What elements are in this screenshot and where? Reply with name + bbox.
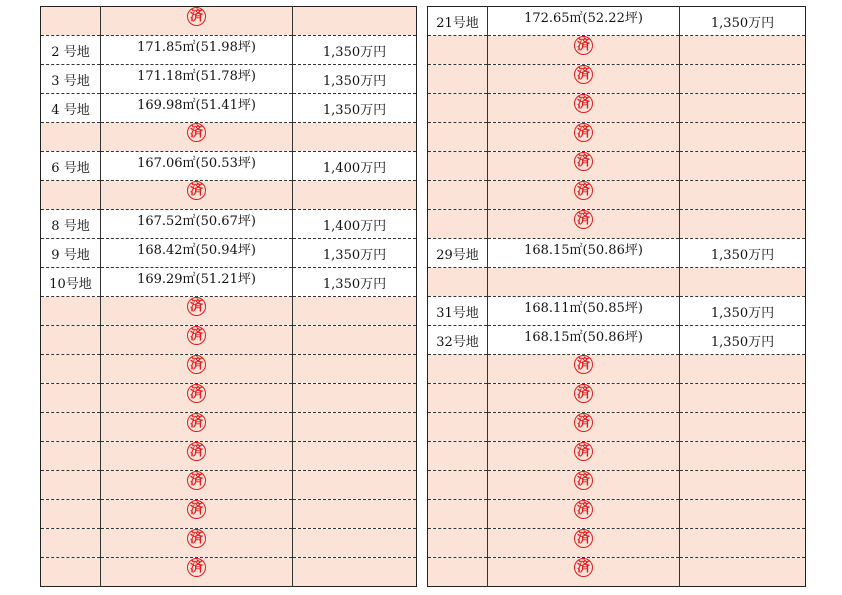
lot-price <box>680 65 806 94</box>
lot-price: 1,350万円 <box>293 65 417 94</box>
lot-price <box>293 471 417 500</box>
lot-area <box>101 355 293 384</box>
lot-area <box>101 297 293 326</box>
lot-price: 1,350万円 <box>293 268 417 297</box>
lot-row <box>428 36 806 65</box>
lot-area <box>488 326 680 355</box>
lot-price: 1,400万円 <box>293 210 417 239</box>
lot-number: 3 号地 <box>41 65 101 94</box>
lot-price <box>293 181 417 210</box>
lot-number: 32号地 <box>428 326 488 355</box>
lot-number <box>41 384 101 413</box>
lot-number <box>428 413 488 442</box>
lot-area <box>488 94 680 123</box>
lot-area <box>101 239 293 268</box>
lot-price <box>680 210 806 239</box>
lot-number: 31号地 <box>428 297 488 326</box>
lot-price: 1,350万円 <box>680 326 806 355</box>
lot-price <box>680 558 806 587</box>
lot-price <box>293 326 417 355</box>
lot-price <box>680 500 806 529</box>
lot-table-right <box>427 6 806 587</box>
lot-area <box>488 123 680 152</box>
lot-number <box>41 471 101 500</box>
sold-stamp-icon: 済 <box>187 326 206 345</box>
lot-row <box>428 94 806 123</box>
lot-row <box>428 7 806 36</box>
sold-stamp-icon: 済 <box>574 442 593 461</box>
lot-area <box>101 471 293 500</box>
lot-area <box>488 355 680 384</box>
lot-row <box>41 413 417 442</box>
sold-stamp-icon: 済 <box>574 500 593 519</box>
lot-area-text: 172.65㎡(52.22坪) <box>524 10 643 26</box>
lot-row <box>41 471 417 500</box>
lot-area <box>101 7 293 36</box>
lot-area <box>488 297 680 326</box>
lot-number <box>41 558 101 587</box>
lot-number <box>428 36 488 65</box>
lot-row <box>41 529 417 558</box>
sold-stamp-icon: 済 <box>574 558 593 577</box>
sold-stamp-icon: 済 <box>187 529 206 548</box>
lot-area-text: 168.42㎡(50.94坪) <box>137 242 256 258</box>
lot-price: 1,350万円 <box>680 297 806 326</box>
lot-row <box>428 529 806 558</box>
sold-stamp-icon: 済 <box>187 355 206 374</box>
lot-number <box>41 442 101 471</box>
sold-stamp-icon: 済 <box>574 123 593 142</box>
lot-row <box>41 36 417 65</box>
lot-area-text: 167.06㎡(50.53坪) <box>137 155 256 171</box>
sold-stamp-icon: 済 <box>574 36 593 55</box>
lot-price <box>293 500 417 529</box>
lot-number: 4 号地 <box>41 94 101 123</box>
lot-number <box>428 181 488 210</box>
sold-stamp-icon: 済 <box>187 7 206 26</box>
sold-stamp-icon: 済 <box>574 413 593 432</box>
sold-stamp-icon: 済 <box>574 384 593 403</box>
lot-area <box>488 268 680 297</box>
lot-price <box>680 123 806 152</box>
lot-price <box>680 384 806 413</box>
lot-number <box>428 355 488 384</box>
lot-area <box>488 152 680 181</box>
lot-row <box>41 94 417 123</box>
lot-area <box>488 529 680 558</box>
lot-number <box>428 65 488 94</box>
lot-number: 29号地 <box>428 239 488 268</box>
lot-row <box>41 558 417 587</box>
lot-number <box>41 326 101 355</box>
lot-row <box>428 268 806 297</box>
lot-area-text: 168.15㎡(50.86坪) <box>524 242 643 258</box>
lot-row <box>41 297 417 326</box>
lot-price <box>680 94 806 123</box>
lot-number <box>428 123 488 152</box>
lot-area <box>101 123 293 152</box>
lot-area-text: 171.18㎡(51.78坪) <box>137 68 256 84</box>
lot-number <box>41 500 101 529</box>
lot-row <box>428 326 806 355</box>
lot-number <box>428 500 488 529</box>
lot-row <box>41 123 417 152</box>
lot-row <box>41 500 417 529</box>
lot-number: 6 号地 <box>41 152 101 181</box>
sold-stamp-icon: 済 <box>574 152 593 171</box>
sold-stamp-icon: 済 <box>187 123 206 142</box>
lot-price <box>680 152 806 181</box>
lot-price <box>293 558 417 587</box>
lot-area-text: 167.52㎡(50.67坪) <box>137 213 256 229</box>
lot-row <box>428 558 806 587</box>
lot-number <box>428 442 488 471</box>
lot-price <box>680 471 806 500</box>
lot-row <box>41 268 417 297</box>
lot-row <box>41 181 417 210</box>
lot-number <box>428 210 488 239</box>
lot-price <box>680 181 806 210</box>
lot-area <box>101 384 293 413</box>
lot-number <box>428 529 488 558</box>
lot-area <box>488 65 680 94</box>
lot-number: 2 号地 <box>41 36 101 65</box>
lot-price <box>293 384 417 413</box>
lot-price <box>293 529 417 558</box>
lot-row <box>428 471 806 500</box>
sold-stamp-icon: 済 <box>574 94 593 113</box>
lot-area <box>488 471 680 500</box>
sold-stamp-icon: 済 <box>187 297 206 316</box>
lot-row <box>41 65 417 94</box>
lot-area <box>488 36 680 65</box>
lot-area <box>488 384 680 413</box>
sold-stamp-icon: 済 <box>187 413 206 432</box>
lot-number <box>41 7 101 36</box>
lot-area <box>488 181 680 210</box>
lot-number: 8 号地 <box>41 210 101 239</box>
lot-row <box>428 181 806 210</box>
lot-row <box>428 239 806 268</box>
sold-stamp-icon: 済 <box>574 471 593 490</box>
lot-number <box>428 558 488 587</box>
lot-row <box>41 355 417 384</box>
lot-price: 1,350万円 <box>680 239 806 268</box>
lot-area-text: 168.15㎡(50.86坪) <box>524 329 643 345</box>
lot-price <box>293 442 417 471</box>
lot-area-text: 168.11㎡(50.85坪) <box>524 300 643 316</box>
lot-row <box>428 297 806 326</box>
lot-area <box>101 65 293 94</box>
lot-price <box>680 442 806 471</box>
lot-number <box>41 181 101 210</box>
sold-stamp-icon: 済 <box>187 442 206 461</box>
lot-price <box>293 7 417 36</box>
lot-number <box>428 152 488 181</box>
lot-row <box>428 442 806 471</box>
lot-number <box>41 529 101 558</box>
sold-stamp-icon: 済 <box>187 384 206 403</box>
lot-price <box>680 36 806 65</box>
lot-area-text: 169.29㎡(51.21坪) <box>137 271 256 287</box>
lot-row <box>428 355 806 384</box>
lot-row <box>41 152 417 181</box>
lot-area <box>488 500 680 529</box>
lot-number <box>428 471 488 500</box>
lot-row <box>41 239 417 268</box>
lot-price <box>293 297 417 326</box>
sold-stamp-icon: 済 <box>187 181 206 200</box>
sold-stamp-icon: 済 <box>574 355 593 374</box>
sold-stamp-icon: 済 <box>574 65 593 84</box>
lot-price <box>680 529 806 558</box>
lot-number: 21号地 <box>428 7 488 36</box>
lot-area-text: 169.98㎡(51.41坪) <box>137 97 256 113</box>
sold-stamp-icon: 済 <box>187 500 206 519</box>
lot-number <box>41 413 101 442</box>
lot-area <box>488 7 680 36</box>
lot-area <box>488 239 680 268</box>
lot-area <box>101 210 293 239</box>
lot-row <box>41 384 417 413</box>
sold-stamp-icon: 済 <box>574 529 593 548</box>
lot-price: 1,350万円 <box>680 7 806 36</box>
lot-area <box>101 529 293 558</box>
lot-row <box>428 500 806 529</box>
sold-stamp-icon: 済 <box>187 471 206 490</box>
lot-price <box>680 355 806 384</box>
lot-row <box>428 152 806 181</box>
lot-table-left <box>40 6 417 587</box>
lot-row <box>41 442 417 471</box>
sold-stamp-icon: 済 <box>574 210 593 229</box>
lot-number: 9 号地 <box>41 239 101 268</box>
lot-price: 1,350万円 <box>293 94 417 123</box>
lot-area <box>488 558 680 587</box>
lot-price <box>293 413 417 442</box>
lot-number <box>428 94 488 123</box>
lot-area <box>101 94 293 123</box>
lot-number <box>428 268 488 297</box>
lot-price <box>680 268 806 297</box>
lot-area <box>101 268 293 297</box>
lot-area <box>101 36 293 65</box>
lot-area-text: 171.85㎡(51.98坪) <box>137 39 256 55</box>
lot-row <box>428 123 806 152</box>
lot-number <box>41 297 101 326</box>
sold-stamp-icon: 済 <box>574 181 593 200</box>
lot-row <box>428 413 806 442</box>
lot-price <box>680 413 806 442</box>
lot-area <box>101 181 293 210</box>
lot-area <box>101 326 293 355</box>
lot-price: 1,350万円 <box>293 36 417 65</box>
lot-area <box>101 152 293 181</box>
lot-area <box>488 413 680 442</box>
lot-price <box>293 355 417 384</box>
lot-number <box>428 384 488 413</box>
lot-price <box>293 123 417 152</box>
lot-row <box>41 210 417 239</box>
lot-row <box>41 7 417 36</box>
lot-number <box>41 355 101 384</box>
lot-row <box>428 384 806 413</box>
lot-row <box>428 210 806 239</box>
lot-area <box>101 413 293 442</box>
lot-number <box>41 123 101 152</box>
lot-row <box>41 326 417 355</box>
lot-area <box>101 442 293 471</box>
lot-row <box>428 65 806 94</box>
sold-stamp-icon: 済 <box>187 558 206 577</box>
lot-number: 10号地 <box>41 268 101 297</box>
lot-price: 1,400万円 <box>293 152 417 181</box>
lot-price: 1,350万円 <box>293 239 417 268</box>
lot-area <box>101 500 293 529</box>
lot-area <box>488 442 680 471</box>
lot-area <box>488 210 680 239</box>
lot-area <box>101 558 293 587</box>
